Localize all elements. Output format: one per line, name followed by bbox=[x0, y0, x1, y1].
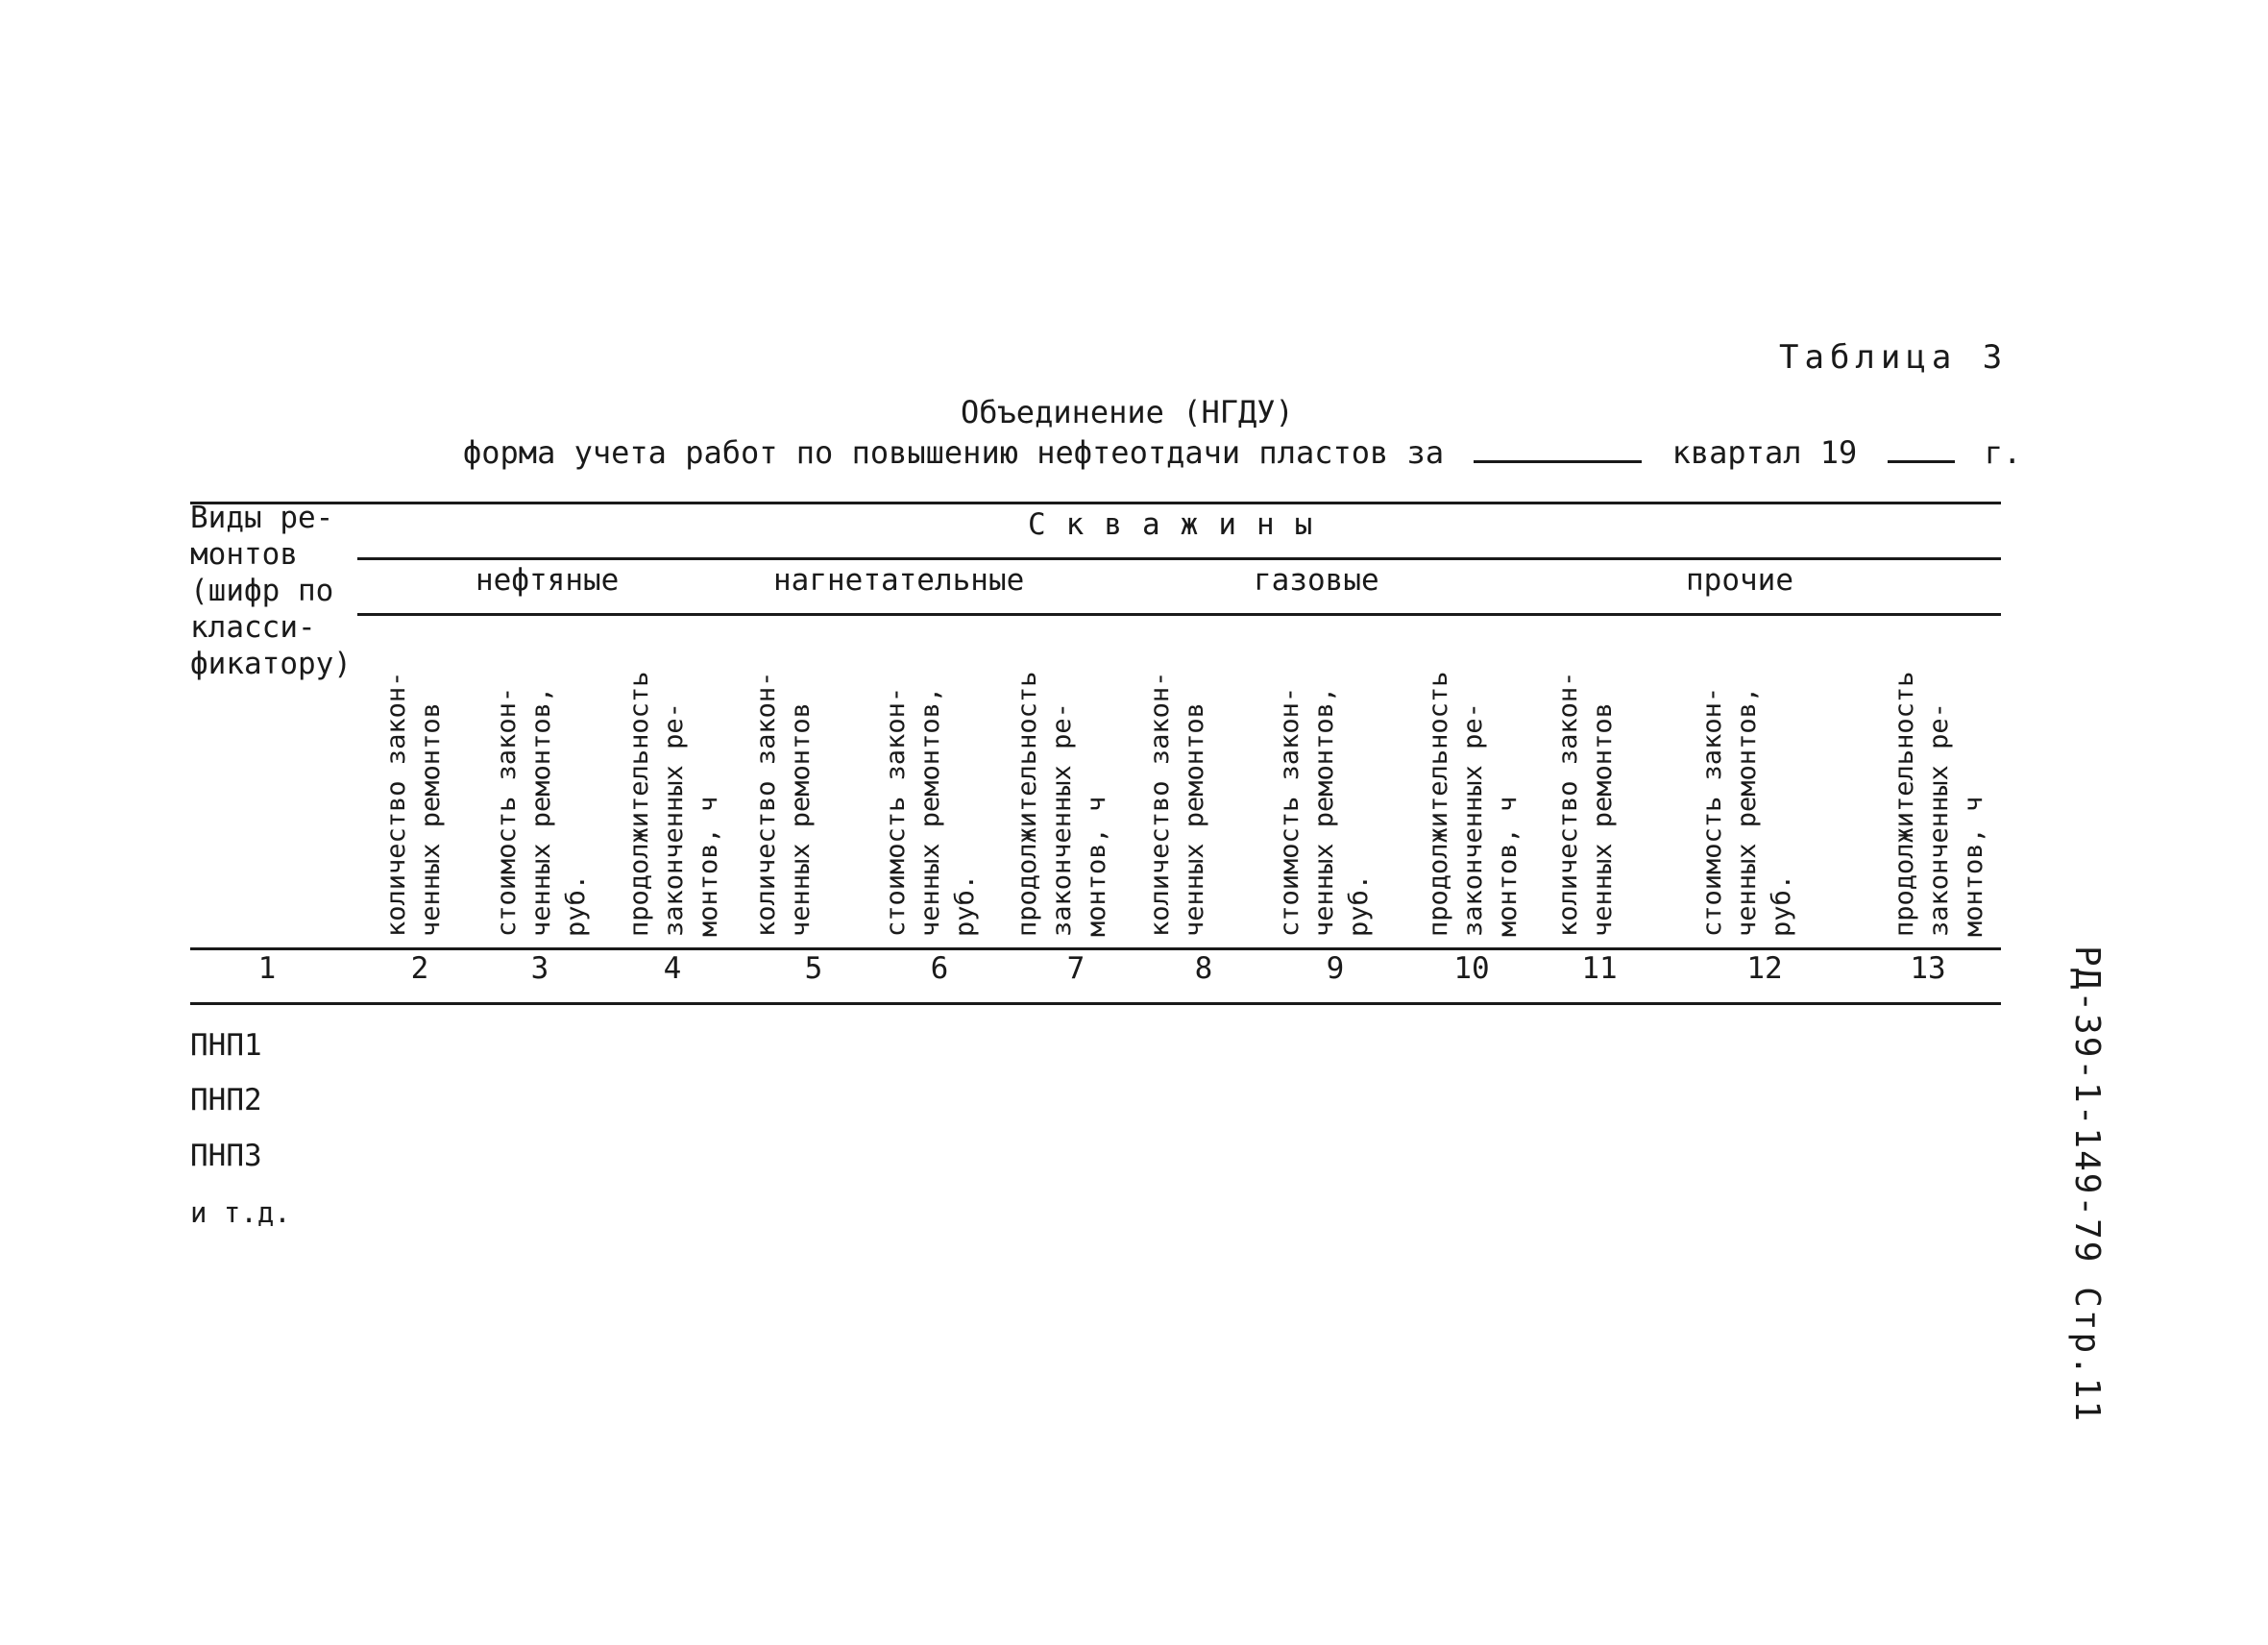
document-code: РД-39-1-149-79 Стр.11 bbox=[2067, 945, 2107, 1424]
column-header-3: стоимость закон- ченных ремонтов, руб. bbox=[492, 686, 591, 937]
row-label: и т.д. bbox=[190, 1196, 291, 1229]
column-number-4: 4 bbox=[663, 951, 682, 986]
column-number-8: 8 bbox=[1194, 951, 1213, 986]
column-number-9: 9 bbox=[1326, 951, 1345, 986]
column-header-10: продолжительность законченных ре- монтов, ч bbox=[1424, 671, 1523, 937]
row-label: ПНП3 bbox=[190, 1139, 262, 1173]
form-title bbox=[463, 434, 2021, 471]
column-number-5: 5 bbox=[804, 951, 823, 986]
quarter-blank bbox=[1474, 454, 1642, 463]
column-number-6: 6 bbox=[930, 951, 949, 986]
association-title: Объединение (НГДУ) bbox=[961, 394, 1294, 430]
column-header-11: количество закон- ченных ремонтов bbox=[1553, 671, 1618, 937]
column-header-9: стоимость закон- ченных ремонтов, руб. bbox=[1275, 686, 1374, 937]
table-top-rule bbox=[190, 502, 2001, 504]
column-number-13: 13 bbox=[1910, 951, 1946, 986]
wells-header: Скважины bbox=[1028, 507, 1333, 542]
row-header: Виды ре- монтов (шифр по класси- фикатору) bbox=[190, 501, 352, 681]
column-number-7: 7 bbox=[1066, 951, 1085, 986]
column-number-12: 12 bbox=[1746, 951, 1783, 986]
column-header-7: продолжительность законченных ре- монтов, ч bbox=[1012, 671, 1111, 937]
group-gas: газовые bbox=[1254, 563, 1379, 598]
column-header-8: количество закон- ченных ремонтов bbox=[1145, 671, 1209, 937]
groups-rule bbox=[357, 613, 2001, 616]
wells-rule bbox=[357, 557, 2001, 560]
column-number-1: 1 bbox=[257, 951, 277, 986]
column-number-10: 10 bbox=[1453, 951, 1490, 986]
row-label: ПНП1 bbox=[190, 1028, 262, 1063]
group-other: прочие bbox=[1686, 563, 1793, 598]
row-label: ПНП2 bbox=[190, 1083, 262, 1117]
column-number-2: 2 bbox=[410, 951, 429, 986]
column-header-4: продолжительность законченных ре- монтов, ч bbox=[624, 671, 723, 937]
form-title-suffix: г. bbox=[1984, 434, 2022, 471]
column-number-3: 3 bbox=[530, 951, 549, 986]
column-header-5: количество закон- ченных ремонтов bbox=[751, 671, 816, 937]
column-header-6: стоимость закон- ченных ремонтов, руб. bbox=[881, 686, 980, 937]
numbers-bottom-rule bbox=[190, 1002, 2001, 1005]
column-header-12: стоимость закон- ченных ремонтов, руб. bbox=[1697, 686, 1796, 937]
column-header-13: продолжительность законченных ре- монтов, ч bbox=[1890, 671, 1988, 937]
column-header-2: количество закон- ченных ремонтов bbox=[381, 671, 446, 937]
form-title-middle: квартал 19 bbox=[1671, 434, 1858, 471]
table-label: Таблица 3 bbox=[1779, 338, 2009, 377]
group-oil: нефтяные bbox=[476, 563, 620, 598]
header-bottom-rule bbox=[190, 947, 2001, 950]
group-injection: нагнетательные bbox=[773, 563, 1025, 598]
year-blank bbox=[1888, 454, 1955, 463]
form-title-prefix: форма учета работ по повышению нефтеотдачи пластов за bbox=[463, 434, 1445, 471]
column-number-11: 11 bbox=[1581, 951, 1618, 986]
